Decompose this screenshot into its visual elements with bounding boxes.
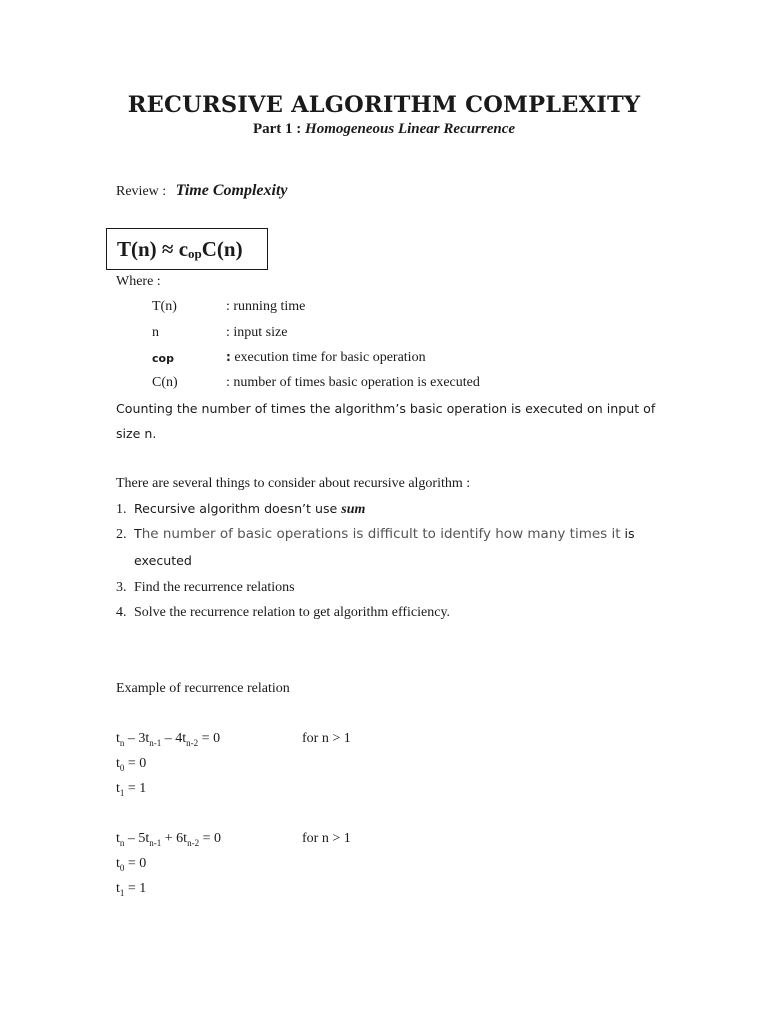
eq-term: – 5t [124,831,150,846]
eq-subscript: 0 [119,862,125,873]
definition-symbol: n [152,325,159,340]
eq-subscript: n-2 [187,837,200,848]
list-number: 3. [116,580,127,595]
list-item [116,605,450,621]
eq-term: + 6t [161,831,188,846]
initial-condition [116,881,146,898]
recurrence-condition: for n > 1 [302,731,351,746]
definition-description: : input size [226,325,288,340]
eq-term: – 4t [161,731,187,746]
subtitle-part: Part 1 : [252,121,302,137]
list-number: 4. [116,605,127,620]
list-item [116,526,635,543]
list-number: 1. [116,502,127,517]
consider-intro: There are several things to consider about recursive algorithm : [116,476,471,491]
definition-description: : running time [226,299,306,314]
definition-description: execution time for basic operation [230,350,426,365]
eq-term: = 1 [124,881,147,896]
eq-subscript: 1 [119,787,125,798]
definition-description: : number of times basic operation is executed [226,375,480,390]
page-subtitle [0,121,768,138]
initial-condition [116,856,146,873]
formula-subscript: op [188,246,202,261]
eq-term: t [116,756,120,771]
eq-subscript: n [119,837,125,848]
review-label: Review : [116,184,167,199]
list-item [116,580,295,596]
list-continuation: executed [134,553,192,568]
eq-term: t [116,731,120,746]
definition-symbol: cop [152,352,174,365]
eq-term: = 0 [124,856,147,871]
counting-line-2: size n. [116,426,157,441]
eq-term: t [116,831,120,846]
recurrence-equation [116,731,220,748]
eq-subscript: 1 [119,887,125,898]
eq-term: = 0 [199,831,221,846]
eq-subscript: n [119,737,125,748]
eq-term: – 3t [124,731,150,746]
formula-box [106,228,268,270]
page-title: RECURSIVE ALGORITHM COMPLEXITY [127,92,641,118]
eq-subscript: 0 [119,762,125,773]
initial-condition [116,781,146,798]
list-text: Solve the recurrence relation to get algorithm efficiency. [134,605,451,620]
eq-subscript: n-1 [149,737,162,748]
counting-line-1: Counting the number of times the algorithm’s basic operation is executed on input of [116,401,656,416]
list-number: 2. [116,527,127,542]
review-line [116,182,287,200]
recurrence-equation [116,831,221,848]
list-emphasis: sum [341,502,366,517]
list-text: Recursive algorithm doesn’t use [134,501,342,516]
formula-rhs: C(n) [201,237,243,261]
list-text-tail: is [620,526,635,541]
eq-subscript: n-2 [186,737,199,748]
list-text: he number of basic operations is difficult to identify how many times it [141,526,621,542]
subtitle-topic: Homogeneous Linear Recurrence [305,121,516,137]
eq-subscript: n-1 [149,837,162,848]
eq-term: t [116,781,120,796]
list-text-first: T [134,526,142,541]
eq-term: t [116,881,120,896]
eq-term: t [116,856,120,871]
formula-lhs: T(n) ≈ c [117,237,189,261]
definition-colon: : [226,350,231,364]
eq-term: = 0 [124,756,147,771]
list-item [116,501,365,518]
example-label: Example of recurrence relation [116,681,290,696]
definition-description-wrap [226,350,426,366]
list-text: Find the recurrence relations [134,580,295,595]
eq-term: = 1 [124,781,147,796]
where-label: Where : [116,274,161,289]
eq-term: = 0 [198,731,221,746]
recurrence-condition: for n > 1 [302,831,351,846]
definition-symbol: C(n) [152,375,178,390]
initial-condition [116,756,146,773]
review-topic: Time Complexity [175,182,288,199]
definition-symbol: T(n) [152,299,177,314]
